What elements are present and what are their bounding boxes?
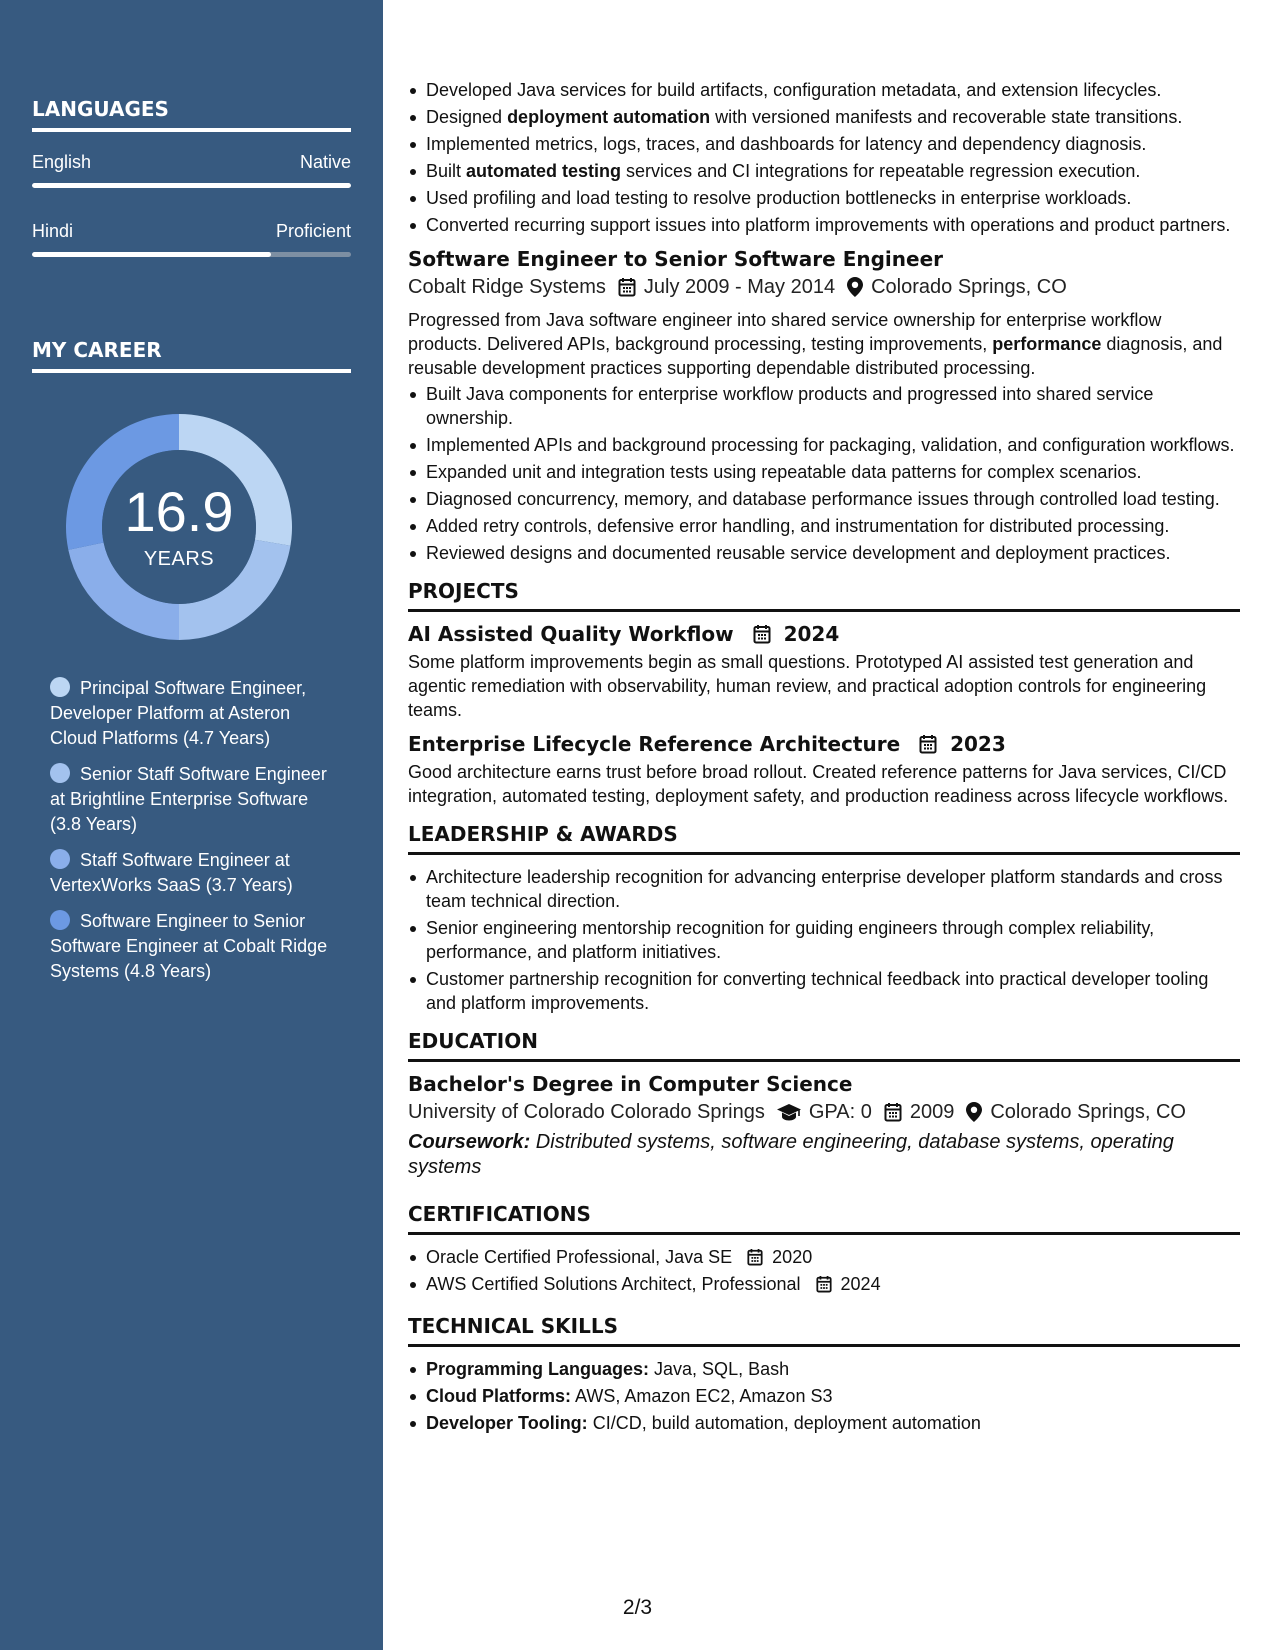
project-description: Some platform improvements begin as small questions. Prototyped AI assisted test generation and agentic remediation with observability, human review, and practical adoption controls for engineering teams. xyxy=(408,652,1207,720)
main-content xyxy=(408,78,1240,1438)
language-proficiency-bar xyxy=(32,252,351,257)
awards-list xyxy=(408,865,1240,1015)
calendar-icon xyxy=(753,624,771,644)
legend-dot-icon xyxy=(50,910,70,930)
career-donut-center xyxy=(66,414,292,640)
certifications-list xyxy=(408,1245,1240,1296)
degree-title: Bachelor's Degree in Computer Science xyxy=(408,1072,853,1096)
certification-name: AWS Certified Solutions Architect, Professional xyxy=(426,1274,801,1294)
career-legend-item xyxy=(50,848,340,898)
gpa: GPA: 0 xyxy=(808,1101,872,1123)
list-item: Converted recurring support issues into platform improvements with operations and product partners. xyxy=(408,213,1240,237)
list-item: Implemented APIs and background processing for packaging, validation, and configuration workflows. xyxy=(408,433,1240,457)
career-heading: MY CAREER xyxy=(32,338,351,373)
graduation-cap-icon xyxy=(777,1103,801,1121)
list-item: Used profiling and load testing to resolve production bottlenecks in enterprise workloads. xyxy=(408,186,1240,210)
coursework xyxy=(408,1130,1240,1180)
certification-year: 2020 xyxy=(772,1247,813,1267)
skills-list xyxy=(408,1357,1240,1435)
list-item xyxy=(408,1384,1240,1408)
legend-dot-icon xyxy=(50,677,70,697)
project-title-row xyxy=(408,732,1240,756)
list-item: Designed deployment automation with versioned manifests and recoverable state transitions. xyxy=(408,105,1240,129)
awards-heading: LEADERSHIP & AWARDS xyxy=(408,822,1240,855)
language-level: Proficient xyxy=(275,221,351,241)
calendar-icon xyxy=(919,734,937,754)
list-item: Expanded unit and integration tests using repeatable data patterns for complex scenarios. xyxy=(408,460,1240,484)
career-legend-text: Principal Software Engineer, Developer Platform at Asteron Cloud Platforms (4.7 Years) xyxy=(50,678,307,748)
language-proficiency-fill xyxy=(32,252,271,257)
list-item: Reviewed designs and documented reusable service development and deployment practices. xyxy=(408,541,1240,565)
project-entry xyxy=(408,622,1240,722)
skill-category: Cloud Platforms: xyxy=(426,1386,572,1406)
projects-heading: PROJECTS xyxy=(408,579,1240,612)
career-legend-item xyxy=(50,762,340,837)
job-bullets xyxy=(408,382,1240,565)
location-pin-icon xyxy=(966,1102,982,1122)
job-entry xyxy=(408,247,1240,565)
career-legend-text: Staff Software Engineer at VertexWorks SaaS (3.7 Years) xyxy=(50,850,293,895)
career-legend-item xyxy=(50,909,340,984)
calendar-icon xyxy=(747,1248,763,1266)
list-item: Developed Java services for build artifacts, configuration metadata, and extension lifecycles. xyxy=(408,78,1240,102)
job-summary: Progressed from Java software engineer into shared service ownership for enterprise workflow products. Delivered APIs, background processing, testing improvements, performance diagnosis, and reusable development practices supporting dependable distributed processing. xyxy=(408,310,1223,378)
calendar-icon xyxy=(884,1102,902,1122)
education-entry xyxy=(408,1072,1240,1180)
career-legend xyxy=(50,676,340,995)
languages-heading: LANGUAGES xyxy=(32,97,351,132)
list-item: Built automated testing services and CI integrations for repeatable regression execution. xyxy=(408,159,1240,183)
language-name: Hindi xyxy=(32,221,74,241)
list-item xyxy=(408,1357,1240,1381)
language-row xyxy=(32,152,351,188)
job-dates: July 2009 - May 2014 xyxy=(643,276,836,298)
list-item xyxy=(408,1272,1240,1296)
skill-values: CI/CD, build automation, deployment automation xyxy=(587,1413,981,1433)
education-meta xyxy=(408,1100,1240,1124)
graduation-year: 2009 xyxy=(909,1101,955,1123)
project-title-row xyxy=(408,622,1240,646)
certification-year: 2024 xyxy=(840,1274,881,1294)
list-item xyxy=(408,1245,1240,1269)
career-legend-text: Software Engineer to Senior Software Engineer at Cobalt Ridge Systems (4.8 Years) xyxy=(50,911,328,981)
career-legend-text: Senior Staff Software Engineer at Brightline Enterprise Software (3.8 Years) xyxy=(50,764,327,834)
project-year: 2024 xyxy=(783,622,840,646)
job-title: Software Engineer to Senior Software Engineer xyxy=(408,247,943,271)
total-years-value: 16.9 xyxy=(124,479,234,543)
list-item: Customer partnership recognition for converting technical feedback into practical developer tooling and platform improvements. xyxy=(408,967,1240,1015)
certification-name: Oracle Certified Professional, Java SE xyxy=(426,1247,733,1267)
skills-heading: TECHNICAL SKILLS xyxy=(408,1314,1240,1347)
project-entry xyxy=(408,732,1240,808)
project-year: 2023 xyxy=(950,732,1006,756)
coursework-text: Distributed systems, software engineering, database systems, operating systems xyxy=(408,1131,1174,1178)
school-name: University of Colorado Colorado Springs xyxy=(408,1101,765,1123)
language-row xyxy=(32,221,351,257)
calendar-icon xyxy=(618,277,636,297)
list-item: Implemented metrics, logs, traces, and dashboards for latency and dependency diagnosis. xyxy=(408,132,1240,156)
career-legend-item xyxy=(50,676,340,751)
project-title: AI Assisted Quality Workflow xyxy=(408,622,734,646)
total-years-label: YEARS xyxy=(143,547,215,570)
experience-bullets-continued xyxy=(408,78,1240,237)
page-number: 2/3 xyxy=(622,1596,653,1619)
job-company: Cobalt Ridge Systems xyxy=(408,276,606,298)
skill-values: Java, SQL, Bash xyxy=(649,1359,790,1379)
list-item: Added retry controls, defensive error handling, and instrumentation for distributed processing. xyxy=(408,514,1240,538)
list-item: Senior engineering mentorship recognition for guiding engineers through complex reliability, performance, and platform initiatives. xyxy=(408,916,1240,964)
skill-values: AWS, Amazon EC2, Amazon S3 xyxy=(571,1386,833,1406)
school-location: Colorado Springs, CO xyxy=(990,1101,1186,1123)
education-heading: EDUCATION xyxy=(408,1029,1240,1062)
language-level: Native xyxy=(299,152,351,172)
skill-category: Developer Tooling: xyxy=(426,1413,588,1433)
project-description: Good architecture earns trust before broad rollout. Created reference patterns for Java services, CI/CD integration, automated testing, deployment safety, and production readiness across lifecycle workflows. xyxy=(408,762,1229,806)
legend-dot-icon xyxy=(50,763,70,783)
legend-dot-icon xyxy=(50,849,70,869)
list-item: Built Java components for enterprise workflow products and progressed into shared service ownership. xyxy=(408,382,1240,430)
project-title: Enterprise Lifecycle Reference Architecture xyxy=(408,732,901,756)
calendar-icon xyxy=(816,1275,832,1293)
location-pin-icon xyxy=(847,277,863,297)
list-item: Architecture leadership recognition for advancing enterprise developer platform standards and cross team technical direction. xyxy=(408,865,1240,913)
certifications-heading: CERTIFICATIONS xyxy=(408,1202,1240,1235)
language-proficiency-fill xyxy=(32,183,351,188)
list-item xyxy=(408,1411,1240,1435)
skill-category: Programming Languages: xyxy=(426,1359,650,1379)
job-location: Colorado Springs, CO xyxy=(871,276,1067,298)
language-name: English xyxy=(32,152,92,172)
job-meta xyxy=(408,275,1240,299)
sidebar xyxy=(0,0,383,1650)
language-proficiency-bar xyxy=(32,183,351,188)
list-item: Diagnosed concurrency, memory, and database performance issues through controlled load testing. xyxy=(408,487,1240,511)
coursework-label: Coursework: xyxy=(408,1131,531,1153)
